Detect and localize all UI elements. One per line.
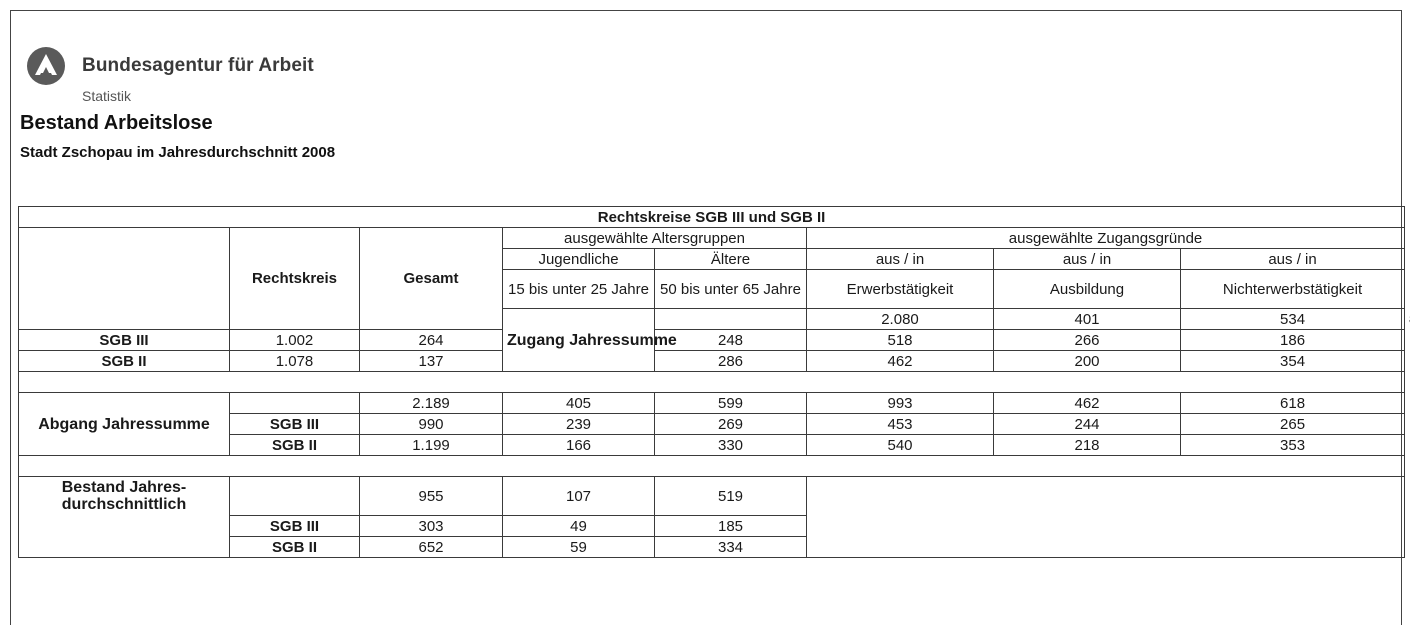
row-label-bestand — [19, 477, 230, 558]
rk-sgb3: SGB III — [19, 330, 230, 351]
cell: 303 — [360, 516, 503, 537]
logo-row — [26, 46, 314, 86]
page-title: Bestand Arbeitslose — [20, 112, 213, 134]
rk-cell — [230, 393, 360, 414]
cell: 2.080 — [807, 309, 994, 330]
col-aus-in-nichterwerb: aus / in — [1181, 249, 1405, 270]
rk-sgb2: SGB II — [230, 537, 360, 558]
empty-area — [807, 477, 1405, 558]
ba-logo-icon — [26, 46, 66, 86]
super-header-row — [19, 207, 1405, 228]
bestand-label-line1: Bestand Jahres- — [61, 479, 187, 496]
cell: 185 — [655, 516, 807, 537]
cell: 462 — [994, 393, 1181, 414]
cell: 1.199 — [360, 435, 503, 456]
row-label-zugang: Zugang Jahressumme — [503, 309, 655, 372]
cell: 248 — [655, 330, 807, 351]
cell: 265 — [1181, 414, 1405, 435]
cell: 218 — [994, 435, 1181, 456]
rk-sgb3: SGB III — [230, 516, 360, 537]
rk-sgb2: SGB II — [230, 435, 360, 456]
cell: 453 — [807, 414, 994, 435]
cell: 200 — [994, 351, 1181, 372]
col-gesamt: Gesamt — [360, 228, 503, 330]
table-row — [19, 393, 1405, 414]
cell: 244 — [994, 414, 1181, 435]
col-ausbildung: Ausbildung — [994, 270, 1181, 309]
cell: 518 — [807, 330, 994, 351]
cell: 2.189 — [360, 393, 503, 414]
cell: 353 — [1181, 435, 1405, 456]
rk-cell — [230, 477, 360, 516]
super-header: Rechtskreise SGB III und SGB II — [19, 207, 1405, 228]
col-nichterwerbstaetigkeit: Nichterwerbstätigkeit — [1181, 270, 1405, 309]
header-row-1 — [19, 228, 1405, 249]
group-altersgruppen: ausgewählte Altersgruppen — [503, 228, 807, 249]
cell: 59 — [503, 537, 655, 558]
brand-subtitle: Statistik — [82, 88, 132, 104]
col-aeltere: Ältere — [655, 249, 807, 270]
rk-cell — [655, 309, 807, 330]
cell: 534 — [1181, 309, 1405, 330]
rk-sgb2: SGB II — [19, 351, 230, 372]
col-erwerbstaetigkeit: Erwerbstätigkeit — [807, 270, 994, 309]
cell: 540 — [807, 435, 994, 456]
cell: 269 — [655, 414, 807, 435]
cell: 519 — [655, 477, 807, 516]
cell: 652 — [360, 537, 503, 558]
statistics-table — [18, 206, 1405, 558]
table-row — [19, 351, 1405, 372]
cell: 599 — [655, 393, 807, 414]
cell: 993 — [807, 393, 994, 414]
col-aus-in-ausbildung: aus / in — [994, 249, 1181, 270]
row-label-abgang: Abgang Jahressumme — [19, 393, 230, 456]
cell: 401 — [994, 309, 1181, 330]
bestand-label-line2: durchschnittlich — [61, 496, 187, 513]
spacer-row — [19, 456, 1405, 477]
cell: 49 — [503, 516, 655, 537]
cell: 1.002 — [230, 330, 360, 351]
spacer-row — [19, 372, 1405, 393]
cell: 1.078 — [230, 351, 360, 372]
header-blank — [19, 228, 230, 330]
cell: 405 — [503, 393, 655, 414]
cell: 239 — [503, 414, 655, 435]
cell: 286 — [655, 351, 807, 372]
cell: 618 — [1181, 393, 1405, 414]
table-row — [19, 330, 1405, 351]
cell: 266 — [994, 330, 1181, 351]
aeltere-range: 50 bis unter 65 Jahre — [655, 270, 807, 309]
cell: 955 — [360, 477, 503, 516]
jugendliche-range: 15 bis unter 25 Jahre — [503, 270, 655, 309]
col-jugendliche: Jugendliche — [503, 249, 655, 270]
table-row — [19, 477, 1405, 516]
brand-name: Bundesagentur für Arbeit — [82, 55, 314, 76]
cell: 186 — [1181, 330, 1405, 351]
col-aus-in-erwerb: aus / in — [807, 249, 994, 270]
cell: 990 — [360, 414, 503, 435]
cell: 264 — [360, 330, 503, 351]
cell: 137 — [360, 351, 503, 372]
cell: 354 — [1181, 351, 1405, 372]
cell: 334 — [655, 537, 807, 558]
rk-sgb3: SGB III — [230, 414, 360, 435]
cell: 166 — [503, 435, 655, 456]
page-subtitle: Stadt Zschopau im Jahresdurchschnitt 2008 — [20, 144, 336, 161]
group-zugangsgruende: ausgewählte Zugangsgründe — [807, 228, 1405, 249]
cell: 462 — [807, 351, 994, 372]
col-rechtskreis: Rechtskreis — [230, 228, 360, 330]
cell: 107 — [503, 477, 655, 516]
cell: 330 — [655, 435, 807, 456]
